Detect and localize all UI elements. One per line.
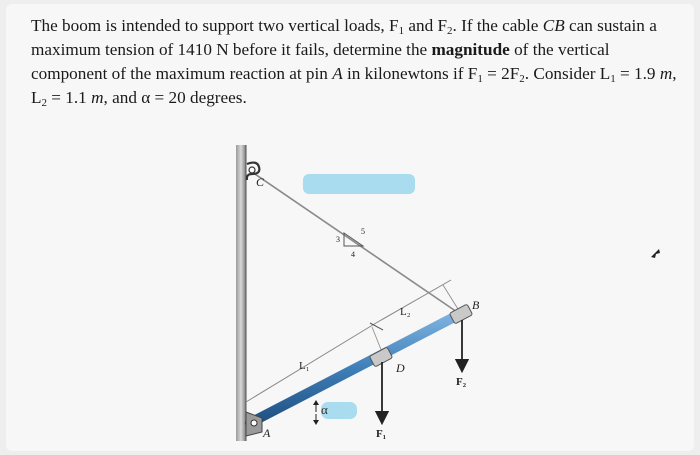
label-a: A (263, 426, 271, 440)
label-b: B (472, 298, 480, 312)
dim-ext-d (372, 327, 382, 352)
wall (236, 145, 246, 441)
label-f2: F₂ (456, 376, 467, 388)
slope-5: 5 (361, 227, 365, 236)
label-c: C (256, 175, 265, 189)
dim-ext-b (443, 285, 458, 309)
pin-a (251, 420, 257, 426)
label-d: D (396, 361, 405, 375)
dim-tick (370, 323, 383, 330)
dim-l2-line (376, 280, 451, 323)
pin-c (249, 167, 255, 173)
alpha-arrowhead-up (313, 400, 319, 405)
collar-b (449, 304, 472, 324)
slope-3: 3 (336, 235, 340, 244)
slope-4: 4 (351, 250, 355, 259)
alpha-arrowhead-down (313, 420, 319, 425)
label-l2: L₂ (400, 306, 411, 318)
redaction-box (303, 174, 415, 194)
problem-statement: The boom is intended to support two vertical loads, $F_1$ and $F_2$. If the cable CB can sustain a maximum tension of 1410 N before it fails, determine the magnitude of the vertical component of the maximum reaction at pin A in kilonewtons if $F_1 = 2F_2$. Consider $L_1 = 1.9$ m, $L_2 = 1.1$ m, and α = 20 degrees. (31, 16, 677, 109)
collar-d (369, 347, 392, 367)
magnitude-emphasis: magnitude (431, 40, 510, 59)
mouse-cursor (650, 248, 662, 260)
label-alpha: α (321, 402, 328, 417)
label-l1: L₁ (299, 360, 310, 372)
label-f1: F₁ (376, 428, 387, 440)
